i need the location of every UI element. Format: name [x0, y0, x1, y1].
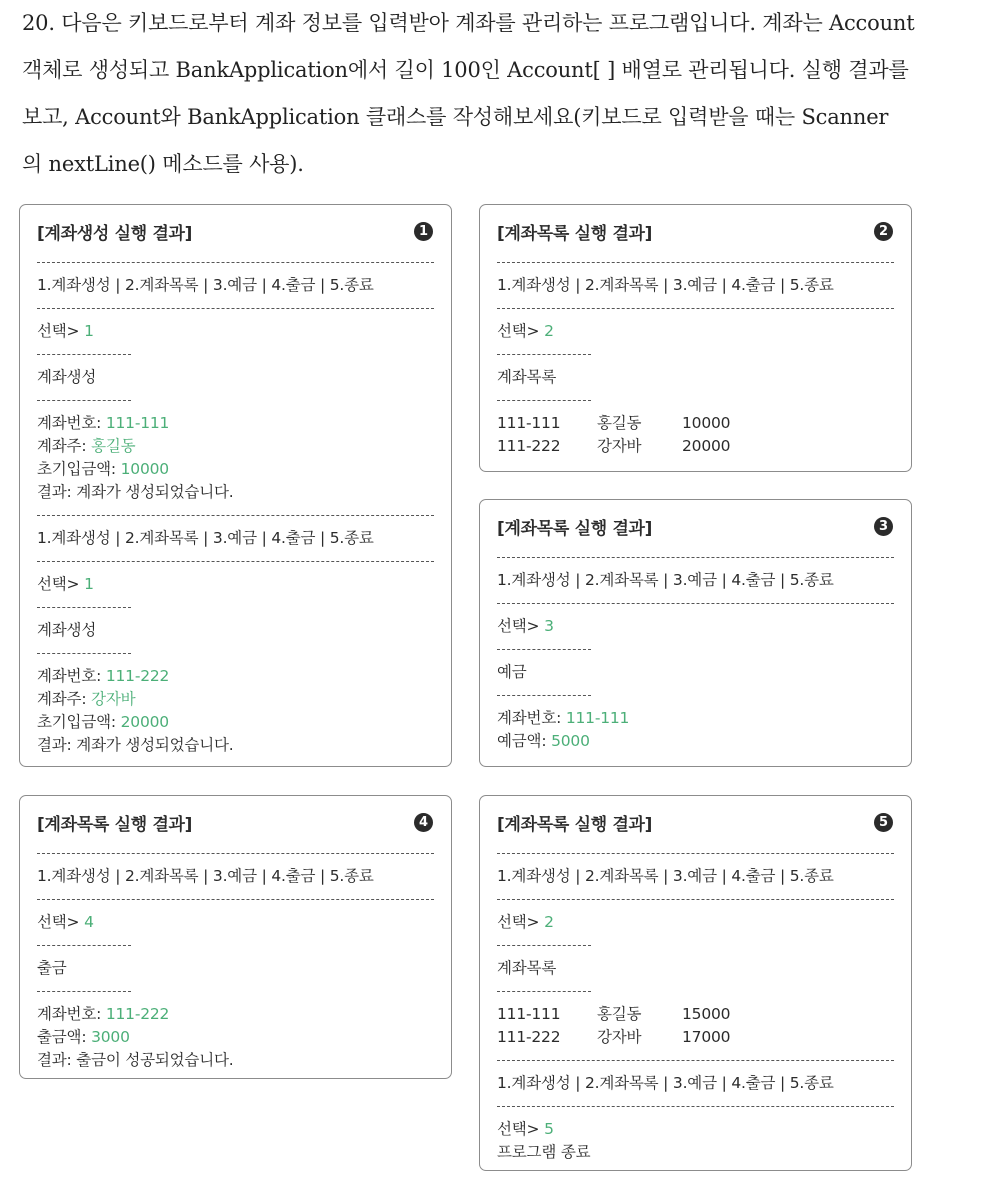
- field-line: [37, 665, 434, 688]
- account-owner: 강자바: [597, 437, 642, 455]
- box-title: [계좌목록 실행 결과]: [497, 519, 653, 539]
- field-label: 계좌번호:: [37, 667, 102, 685]
- divider: [37, 642, 434, 665]
- divider: [497, 638, 894, 661]
- console-output: [497, 842, 894, 1164]
- field-value: 강자바: [91, 690, 136, 708]
- field-value: 3000: [91, 1028, 130, 1046]
- divider: [497, 980, 894, 1003]
- divider: [497, 684, 894, 707]
- account-row: [497, 1003, 894, 1026]
- field-line: [37, 435, 434, 458]
- divider: [37, 888, 434, 911]
- result-box-5: [479, 795, 912, 1171]
- select-label: 선택>: [37, 575, 80, 593]
- menu-line: 1.계좌생성 | 2.계좌목록 | 3.예금 | 4.출금 | 5.종료: [497, 571, 834, 589]
- field-value: 5000: [551, 732, 590, 750]
- field-line: [37, 711, 434, 734]
- select-line: [497, 615, 894, 638]
- menu-line: 1.계좌생성 | 2.계좌목록 | 3.예금 | 4.출금 | 5.종료: [497, 276, 834, 294]
- field-label: 계좌번호:: [37, 1005, 102, 1023]
- select-label: 선택>: [37, 322, 80, 340]
- question-line-1: 20. 다음은 키보드로부터 계좌 정보를 입력받아 계좌를 관리하는 프로그램입니다. 계좌는 Account: [22, 11, 915, 35]
- number-badge: 2: [874, 222, 893, 241]
- field-line: [37, 412, 434, 435]
- select-value: 4: [84, 913, 94, 931]
- field-line: [497, 707, 894, 730]
- menu-line: 1.계좌생성 | 2.계좌목록 | 3.예금 | 4.출금 | 5.종료: [497, 867, 834, 885]
- result-box-2: [479, 204, 912, 472]
- field-value: 홍길동: [91, 437, 136, 455]
- field-value: 111-222: [105, 667, 170, 685]
- account-row: [497, 412, 894, 435]
- account-number: 111-111: [497, 1005, 561, 1023]
- account-balance: 20000: [682, 437, 731, 455]
- select-label: 선택>: [497, 913, 540, 931]
- field-line: [37, 688, 434, 711]
- select-value: 3: [544, 617, 554, 635]
- menu-line: 1.계좌생성 | 2.계좌목록 | 3.예금 | 4.출금 | 5.종료: [37, 867, 374, 885]
- section-heading: 계좌생성: [37, 368, 97, 386]
- section-heading: 계좌생성: [37, 621, 97, 639]
- section-heading: 출금: [37, 959, 67, 977]
- account-balance: 10000: [682, 414, 731, 432]
- select-line: [497, 911, 894, 934]
- select-line: [37, 573, 434, 596]
- end-message: 프로그램 종료: [497, 1143, 591, 1161]
- select-line: [497, 320, 894, 343]
- account-owner: 홍길동: [597, 1005, 642, 1023]
- console-output: [37, 251, 434, 757]
- number-badge: 5: [874, 813, 893, 832]
- select-label: 선택>: [37, 913, 80, 931]
- select-value: 5: [544, 1120, 554, 1138]
- result-line: 결과: 계좌가 생성되었습니다.: [37, 736, 234, 754]
- section-heading: 계좌목록: [497, 368, 557, 386]
- field-value: 111-222: [105, 1005, 170, 1023]
- select-value: 2: [544, 322, 554, 340]
- field-label: 계좌주:: [37, 437, 87, 455]
- divider: [37, 297, 434, 320]
- divider: [497, 934, 894, 957]
- divider: [497, 592, 894, 615]
- question-text: [22, 0, 990, 188]
- divider: [37, 842, 434, 865]
- account-number: 111-222: [497, 1028, 561, 1046]
- field-label: 초기입금액:: [37, 460, 116, 478]
- result-box-1: [19, 204, 452, 767]
- box-title: [계좌생성 실행 결과]: [37, 224, 193, 244]
- account-number: 111-111: [497, 414, 561, 432]
- section-heading: 계좌목록: [497, 959, 557, 977]
- number-badge: 4: [414, 813, 433, 832]
- select-label: 선택>: [497, 1120, 540, 1138]
- question-line-4: 의 nextLine() 메소드를 사용).: [22, 152, 304, 176]
- divider: [37, 596, 434, 619]
- divider: [497, 842, 894, 865]
- number-badge: 1: [414, 222, 433, 241]
- question-line-2: 객체로 생성되고 BankApplication에서 길이 100인 Account[ ] 배열로 관리됩니다. 실행 결과를: [22, 58, 909, 82]
- account-balance: 17000: [682, 1028, 731, 1046]
- field-value: 111-111: [105, 414, 170, 432]
- field-line: [37, 458, 434, 481]
- divider: [497, 1049, 894, 1072]
- field-value: 20000: [120, 713, 169, 731]
- field-line: [37, 1003, 434, 1026]
- divider: [37, 980, 434, 1003]
- account-balance: 15000: [682, 1005, 731, 1023]
- divider: [497, 546, 894, 569]
- account-row: [497, 1026, 894, 1049]
- select-value: 1: [84, 322, 94, 340]
- result-box-3: [479, 499, 912, 767]
- menu-line: 1.계좌생성 | 2.계좌목록 | 3.예금 | 4.출금 | 5.종료: [37, 276, 374, 294]
- field-label: 계좌번호:: [37, 414, 102, 432]
- account-owner: 강자바: [597, 1028, 642, 1046]
- result-box-4: [19, 795, 452, 1079]
- divider: [497, 888, 894, 911]
- divider: [37, 550, 434, 573]
- result-line: 결과: 계좌가 생성되었습니다.: [37, 483, 234, 501]
- box-title: [계좌목록 실행 결과]: [497, 815, 653, 835]
- select-label: 선택>: [497, 322, 540, 340]
- divider: [37, 251, 434, 274]
- select-label: 선택>: [497, 617, 540, 635]
- field-label: 계좌주:: [37, 690, 87, 708]
- field-value: 10000: [120, 460, 169, 478]
- console-output: [497, 251, 894, 458]
- field-label: 계좌번호:: [497, 709, 562, 727]
- select-line: [37, 320, 434, 343]
- divider: [497, 297, 894, 320]
- divider: [37, 389, 434, 412]
- account-row: [497, 435, 894, 458]
- console-output: [497, 546, 894, 753]
- box-title: [계좌목록 실행 결과]: [37, 815, 193, 835]
- account-number: 111-222: [497, 437, 561, 455]
- result-line: 결과: 출금이 성공되었습니다.: [37, 1051, 234, 1069]
- field-label: 초기입금액:: [37, 713, 116, 731]
- number-badge: 3: [874, 517, 893, 536]
- select-line: [37, 911, 434, 934]
- divider: [497, 1095, 894, 1118]
- divider: [497, 343, 894, 366]
- divider: [497, 251, 894, 274]
- field-value: 111-111: [565, 709, 630, 727]
- select-value: 2: [544, 913, 554, 931]
- menu-line: 1.계좌생성 | 2.계좌목록 | 3.예금 | 4.출금 | 5.종료: [37, 529, 374, 547]
- console-output: [37, 842, 434, 1072]
- divider: [37, 343, 434, 366]
- select-line: [497, 1118, 894, 1141]
- field-line: [497, 730, 894, 753]
- question-line-3: 보고, Account와 BankApplication 클래스를 작성해보세요(키보드로 입력받을 때는 Scanner: [22, 105, 889, 129]
- box-title: [계좌목록 실행 결과]: [497, 224, 653, 244]
- section-heading: 예금: [497, 663, 527, 681]
- divider: [497, 389, 894, 412]
- field-label: 예금액:: [497, 732, 547, 750]
- account-owner: 홍길동: [597, 414, 642, 432]
- menu-line: 1.계좌생성 | 2.계좌목록 | 3.예금 | 4.출금 | 5.종료: [497, 1074, 834, 1092]
- field-line: [37, 1026, 434, 1049]
- divider: [37, 934, 434, 957]
- divider: [37, 504, 434, 527]
- select-value: 1: [84, 575, 94, 593]
- field-label: 출금액:: [37, 1028, 87, 1046]
